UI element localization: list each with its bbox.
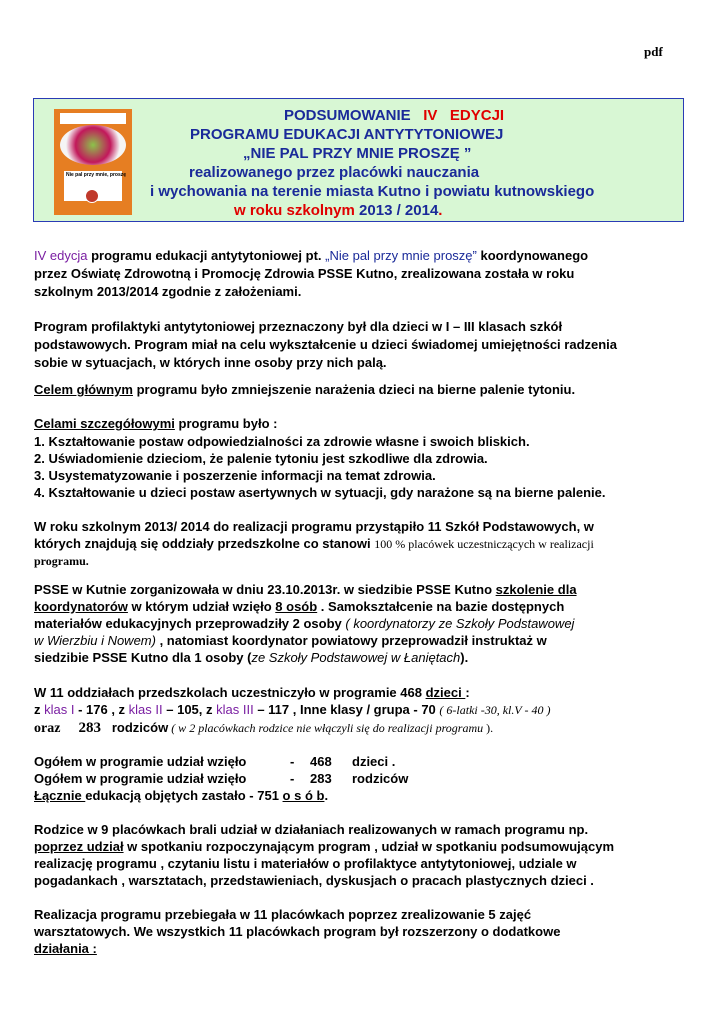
program-line-3: sobie w sytuacjach, w których inne osoby przy nich palą.: [34, 355, 387, 370]
logo-icon: [85, 189, 99, 203]
training-line-3: materiałów edukacyjnych przeprowadziły 2 osoby ( koordynatorzy ze Szkoły Podstawowej: [34, 616, 575, 631]
banner-line-5: i wychowania na terenie miasta Kutno i powiatu kutnowskiego: [150, 183, 595, 200]
total-children: Ogółem w programie udział wzięło - 468 dzieci .: [34, 754, 396, 769]
intro-line-3: szkolnym 2013/2014 zgodnie z założeniami.: [34, 284, 302, 299]
program-line-1: Program profilaktyki antytytoniowej przeznaczony był dla dzieci w I – III klasach szkół: [34, 319, 563, 334]
goal-item: 2. Uświadomienie dzieciom, że palenie tytoniu jest szkodliwe dla zdrowia.: [34, 451, 488, 466]
realization-line-3: działania :: [34, 941, 97, 956]
goal-item: 1. Kształtowanie postaw odpowiedzialności za zdrowie własne i swoich bliskich.: [34, 434, 530, 449]
intro-line-1: IV edycja programu edukacji antytytoniowej pt. „Nie pal przy mnie proszę” koordynowanego: [34, 248, 589, 263]
banner-line-4: realizowanego przez placówki nauczania: [189, 164, 480, 181]
realization-line-1: Realizacja programu przebiegała w 11 placówkach poprzez zrealizowanie 5 zajęć: [34, 907, 532, 922]
participants-line-3: oraz 283 rodziców ( w 2 placówkach rodzice nie włączyli się do realizacji programu ).: [34, 720, 494, 736]
cover-title: Nie pal przy mnie, proszę: [66, 172, 127, 178]
schools-line-3: programu.: [34, 554, 89, 568]
total-persons: Łącznie edukacją objętych zastało - 751 o s ó b.: [34, 788, 329, 803]
banner-line-2: PROGRAMU EDUKACJI ANTYTYTONIOWEJ: [190, 126, 504, 143]
main-goal: Celem głównym programu było zmniejszenie narażenia dzieci na bierne palenie tytoniu.: [34, 382, 576, 397]
program-line-2: podstawowych. Program miał na celu wykształcenie u dzieci świadomej umiejętności radzenia: [34, 337, 618, 352]
goal-item: 3. Usystematyzowanie i poszerzenie informacji na temat zdrowia.: [34, 468, 436, 483]
participants-line-2: z klas I - 176 , z klas II – 105, z klas III – 117 , Inne klasy / grupa - 70 ( 6-latki -30, kl.V - 40 ): [34, 702, 551, 717]
specific-goals-heading: Celami szczegółowymi programu było :: [34, 416, 278, 431]
realization-line-2: warsztatowych. We wszystkich 11 placówkach program był rozszerzony o dodatkowe: [34, 924, 561, 939]
training-line-4: w Wierzbiu i Nowem) , natomiast koordynator powiatowy przeprowadził instruktaż w: [34, 633, 547, 648]
parents-line-3: realizację programu , czytaniu listu i materiałów o profilaktyce antytytoniowej, udziale w: [34, 856, 577, 871]
banner-line-6: w roku szkolnym 2013 / 2014.: [234, 202, 443, 219]
training-line-2: koordynatorów w którym udział wzięło 8 osób . Samokształcenie na bazie dostępnych: [34, 599, 565, 614]
training-line-1: PSSE w Kutnie zorganizowała w dniu 23.10.2013r. w siedzibie PSSE Kutno szkolenie dla: [34, 582, 577, 597]
parents-line-4: pogadankach , warsztatach, przedstawieniach, dyskusjach o pracach plastycznych dzieci .: [34, 873, 594, 888]
parents-line-2: poprzez udział w spotkaniu rozpoczynającym program , udział w spotkaniu podsumowującym: [34, 839, 615, 854]
schools-line-2: których znajdują się oddziały przedszkolne co stanowi 100 % placówek uczestniczących w realizacji: [34, 536, 594, 551]
participants-line-1: W 11 oddziałach przedszkolach uczestniczyło w programie 468 dzieci :: [34, 685, 470, 700]
intro-line-2: przez Oświatę Zdrowotną i Promocję Zdrowia PSSE Kutno, zrealizowana została w roku: [34, 266, 575, 281]
total-parents: Ogółem w programie udział wzięło - 283 rodziców: [34, 771, 409, 786]
brochure-cover-image: [54, 109, 132, 215]
goal-item: 4. Kształtowanie u dzieci postaw asertywnych w sytuacji, gdy narażone są na bierne palenie.: [34, 485, 606, 500]
banner-line-3: „NIE PAL PRZY MNIE PROSZĘ ”: [243, 145, 472, 162]
title-banner: [33, 98, 684, 222]
schools-line-1: W roku szkolnym 2013/ 2014 do realizacji programu przystąpiło 11 Szkół Podstawowych, w: [34, 519, 594, 534]
pdf-label: pdf: [644, 44, 663, 59]
parents-line-1: Rodzice w 9 placówkach brali udział w działaniach realizowanych w ramach programu np.: [34, 822, 589, 837]
banner-line-1: PODSUMOWANIE IV EDYCJI: [284, 107, 505, 124]
training-line-5: siedzibie PSSE Kutno dla 1 osoby (ze Szkoły Podstawowej w Łaniętach).: [34, 650, 469, 665]
